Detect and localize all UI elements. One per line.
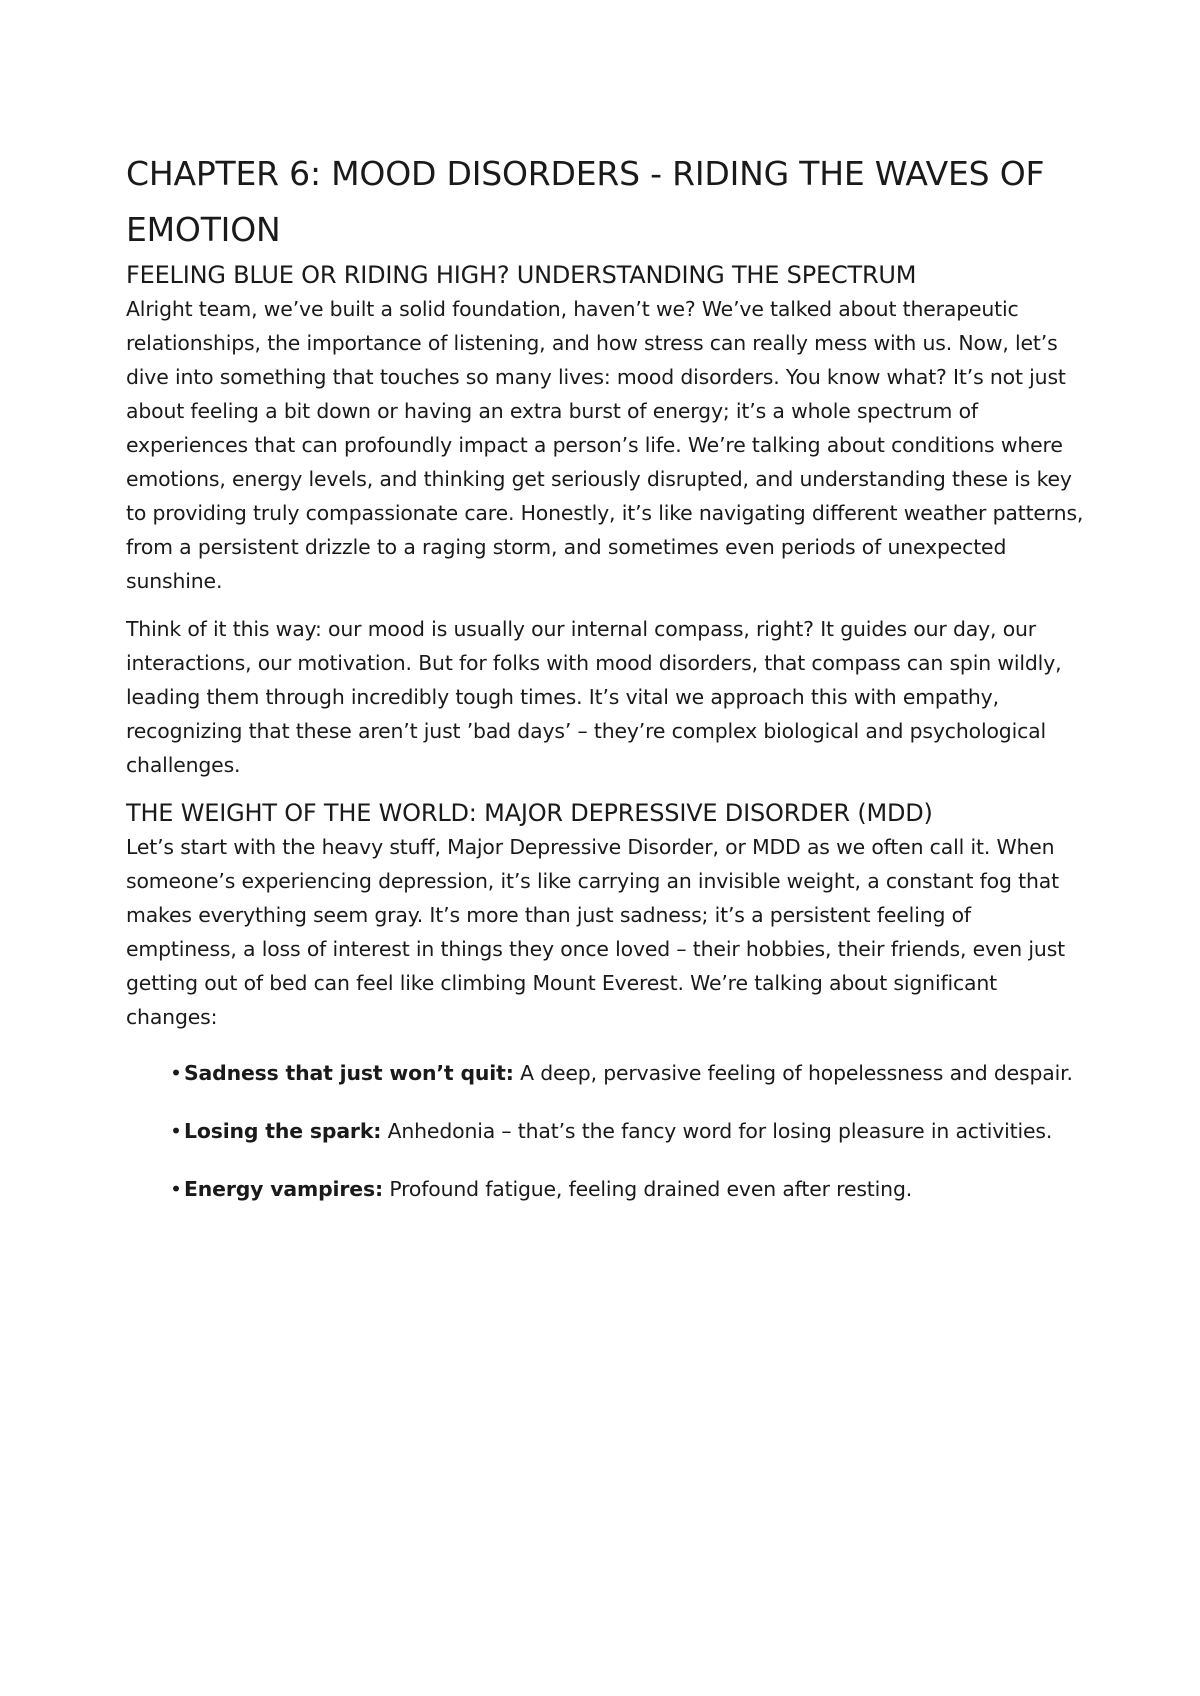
bullet-icon: • (170, 1119, 182, 1143)
list-item-term: Sadness that just won’t quit: (184, 1061, 514, 1085)
list-item-text: Profound fatigue, feeling drained even after resting. (382, 1177, 913, 1201)
body-paragraph: Let’s start with the heavy stuff, Major Depressive Disorder, or MDD as we often call it. When someone’s experiencing depression, it’s like carrying an invisible weight, a constant fog that makes everything seem gray. It’s more than just sadness; it’s a persistent feeling of emptiness, a loss of interest in things they once loved – their hobbies, their friends, even just getting out of bed can feel like climbing Mount Everest. We’re talking about significant changes: (126, 835, 1066, 1029)
section-heading-spectrum: FEELING BLUE OR RIDING HIGH? UNDERSTANDING THE SPECTRUM (126, 261, 917, 289)
list-item (170, 1056, 1086, 1090)
section-heading-mdd: THE WEIGHT OF THE WORLD: MAJOR DEPRESSIVE DISORDER (MDD) (126, 799, 933, 827)
list-item-text: A deep, pervasive feeling of hopelessness and despair. (513, 1061, 1073, 1085)
list-item-text: Anhedonia – that’s the fancy word for losing pleasure in activities. (381, 1119, 1053, 1143)
bullet-icon: • (170, 1061, 182, 1085)
list-item (170, 1172, 1086, 1206)
list-item-term: Losing the spark: (184, 1119, 382, 1143)
bullet-icon: • (170, 1177, 182, 1201)
chapter-title: CHAPTER 6: MOOD DISORDERS - RIDING THE WAVES OF EMOTION (126, 154, 1045, 249)
list-item (170, 1114, 1086, 1148)
body-paragraph: Think of it this way: our mood is usually our internal compass, right? It guides our day, our interactions, our motivation. But for folks with mood disorders, that compass can spin wildly, leading them through incredibly tough times. It’s vital we approach this with empathy, recognizing that these aren’t just ’bad days’ – they’re complex biological and psychological challenges. (126, 617, 1062, 777)
body-paragraph: Alright team, we’ve built a solid foundation, haven’t we? We’ve talked about therapeutic relationships, the importance of listening, and how stress can really mess with us. Now, let’s dive into something that touches so many lives: mood disorders. You know what? It’s not just about feeling a bit down or having an extra burst of energy; it’s a whole spectrum of experiences that can profoundly impact a person’s life. We’re talking about conditions where emotions, energy levels, and thinking get seriously disrupted, and understanding these is key to providing truly compassionate care. Honestly, it’s like navigating different weather patterns, from a persistent drizzle to a raging storm, and sometimes even periods of unexpected sunshine. (126, 297, 1084, 593)
document-page (126, 146, 1086, 1230)
symptom-list (126, 1056, 1086, 1206)
list-item-term: Energy vampires: (184, 1177, 383, 1201)
